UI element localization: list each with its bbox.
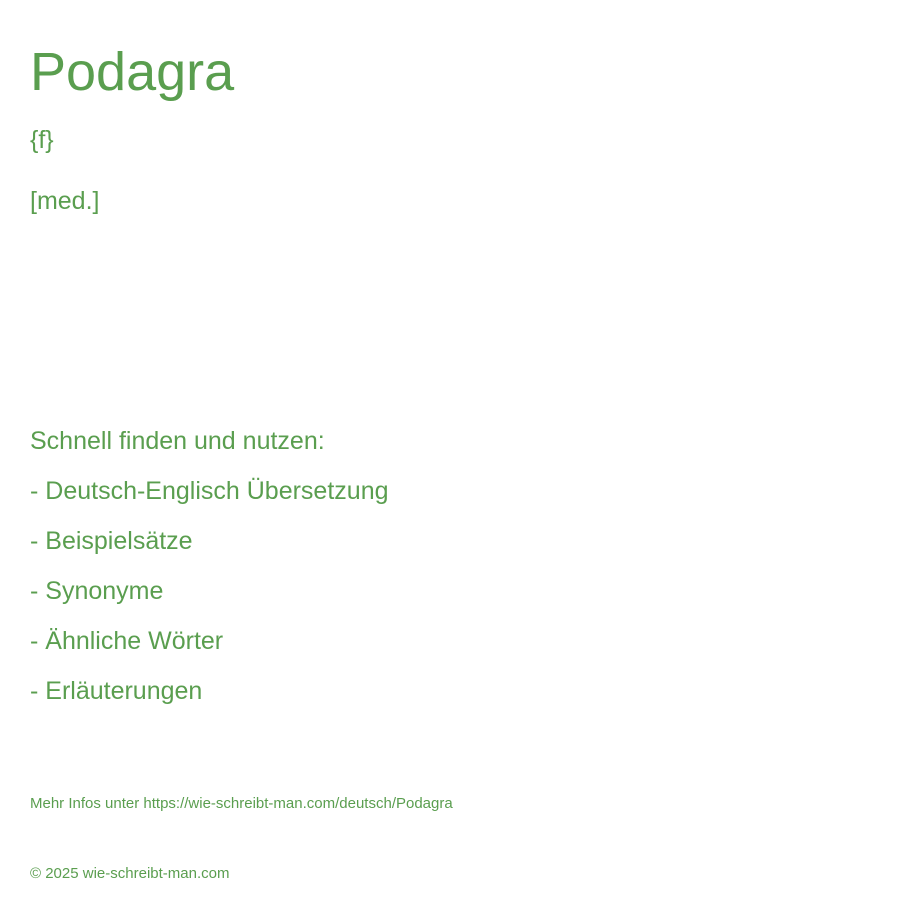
- gender-label: {f}: [30, 126, 54, 154]
- copyright-text: © 2025 wie-schreibt-man.com: [30, 865, 230, 882]
- feature-item-similar-words: - Ähnliche Wörter: [30, 627, 224, 655]
- feature-item-translation: - Deutsch-Englisch Übersetzung: [30, 477, 389, 505]
- feature-item-synonyms: - Synonyme: [30, 577, 164, 605]
- more-info-text: Mehr Infos unter https://wie-schreibt-man.com/deutsch/Podagra: [30, 795, 453, 812]
- features-heading: Schnell finden und nutzen:: [30, 427, 325, 455]
- feature-item-example-sentences: - Beispielsätze: [30, 527, 193, 555]
- feature-list: [30, 476, 389, 726]
- entry-word: Podagra: [30, 42, 235, 102]
- domain-label: [med.]: [30, 187, 100, 215]
- feature-item-explanations: - Erläuterungen: [30, 677, 203, 705]
